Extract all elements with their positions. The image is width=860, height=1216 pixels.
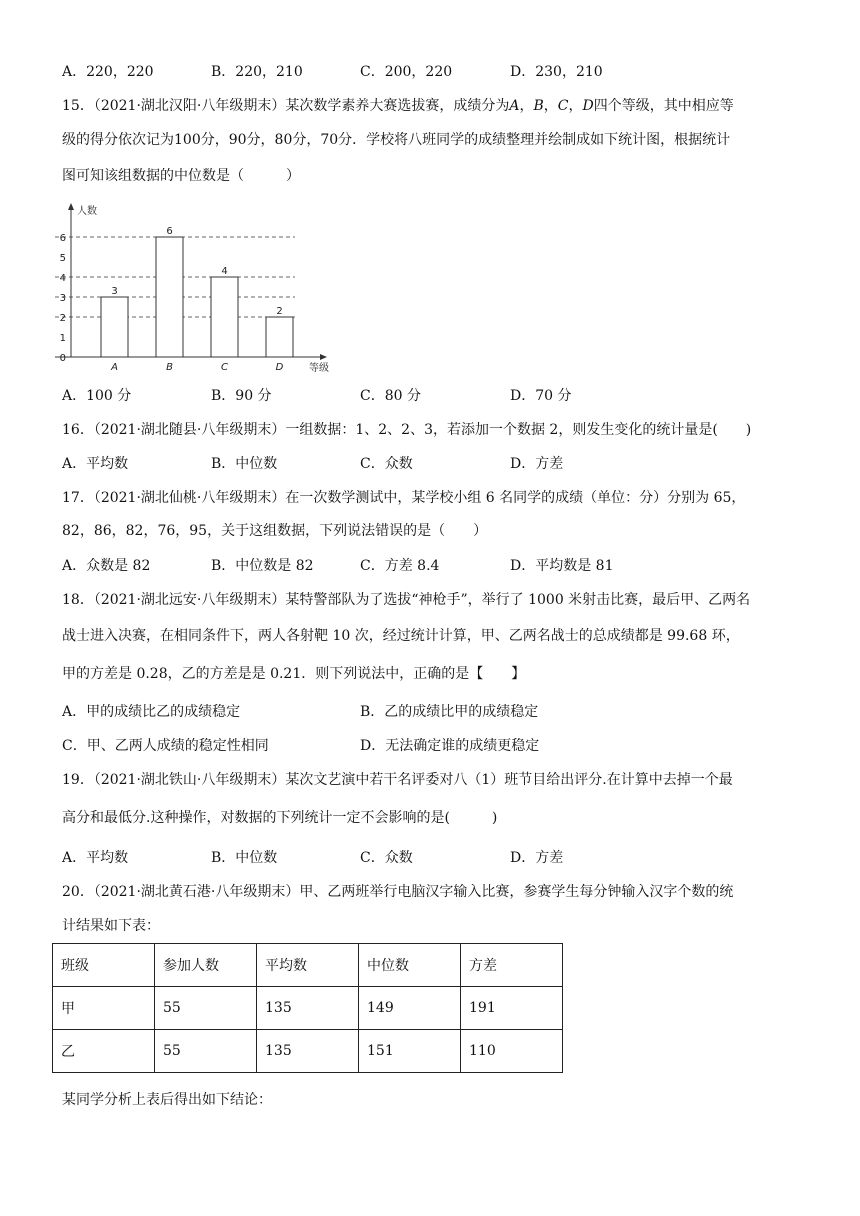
q17-line-2: 82，86，82，76，95，关于这组数据，下列说法错误的是（ ） <box>62 523 488 539</box>
q15-option-b: B．90 分 <box>211 388 272 404</box>
q18-option-b: B．乙的成绩比甲的成绩稳定 <box>360 704 539 720</box>
table-cell: 55 <box>155 1030 257 1073</box>
q18-option-d: D．无法确定谁的成绩更稳定 <box>360 738 540 754</box>
table-row <box>53 1030 563 1073</box>
x-category-label: C <box>221 362 228 373</box>
y-tick-label: 5 <box>59 253 66 264</box>
table-header-cell: 班级 <box>53 944 155 987</box>
table-header-cell: 平均数 <box>257 944 359 987</box>
score-table <box>52 943 563 1073</box>
bar <box>101 297 128 357</box>
q15-line-2: 级的得分依次记为100分，90分，80分，70分．学校将八班同学的成绩整理并绘制成如下统计图，根据统计 <box>62 132 731 148</box>
q15-line-3: 图可知该组数据的中位数是（ ） <box>62 168 300 184</box>
y-tick-label: 6 <box>59 233 66 244</box>
q15-stem-tail: 四个等级，其中相应等 <box>593 98 734 114</box>
q16-option-a: A．平均数 <box>62 456 129 472</box>
table-cell: 135 <box>257 1030 359 1073</box>
q19-option-d: D．方差 <box>510 850 564 866</box>
bar <box>156 237 183 357</box>
q15-option-d: D．70 分 <box>510 388 572 404</box>
x-category-label: D <box>275 362 284 373</box>
q20-line-2: 计结果如下表： <box>62 918 160 934</box>
y-axis-title: 人数 <box>77 206 97 217</box>
q17-option-b: B．中位数是 82 <box>211 558 314 574</box>
bar-data-label: 2 <box>276 306 283 317</box>
grade-b-inline: B <box>533 98 544 114</box>
q16-stem: 16．（2021·湖北随县·八年级期末）一组数据：1、2、2、3，若添加一个数据 2，则发生变化的统计量是( ) <box>62 422 752 438</box>
q15-line-1: 15．（2021·湖北汉阳·八年级期末）某次数学素养大赛选拔赛，成绩分为A，B，C，D四个等级，其中相应等 <box>62 98 734 114</box>
y-tick-label: 3 <box>59 293 66 304</box>
q14-option-c: C．200，220 <box>360 64 453 80</box>
q20-after-table: 某同学分析上表后得出如下结论： <box>62 1092 272 1108</box>
x-axis-arrow <box>320 354 327 360</box>
y-axis-arrow <box>68 203 74 210</box>
q15-option-c: C．80 分 <box>360 388 421 404</box>
q16-option-c: C．众数 <box>360 456 413 472</box>
table-cell: 149 <box>359 987 461 1030</box>
table-header-cell: 参加人数 <box>155 944 257 987</box>
q19-option-b: B．中位数 <box>211 850 278 866</box>
x-axis-title: 等级 <box>309 363 329 374</box>
table-header-cell: 方差 <box>461 944 563 987</box>
table-cell: 135 <box>257 987 359 1030</box>
y-tick-label: 4 <box>59 273 66 284</box>
q19-option-c: C．众数 <box>360 850 413 866</box>
q19-option-a: A．平均数 <box>62 850 129 866</box>
q18-line-2: 战士进入决赛，在相同条件下，两人各射靶 10 次，经过统计计算，甲、乙两名战士的总成绩都是 99.68 环， <box>62 628 740 644</box>
bar-data-label: 4 <box>221 266 228 277</box>
q14-option-b: B．220，210 <box>211 64 303 80</box>
x-category-label: A <box>111 362 118 373</box>
y-tick-label: 1 <box>59 333 66 344</box>
grade-c-inline: C <box>557 98 569 114</box>
q19-line-2: 高分和最低分.这种操作，对数据的下列统计一定不会影响的是( ) <box>62 810 498 826</box>
q17-option-d: D．平均数是 81 <box>510 558 614 574</box>
bar <box>266 317 293 357</box>
bar-data-label: 3 <box>111 286 118 297</box>
y-tick-label: 2 <box>59 313 66 324</box>
q14-option-d: D．230，210 <box>510 64 603 80</box>
q16-option-b: B．中位数 <box>211 456 278 472</box>
bar <box>211 277 238 357</box>
q15-option-a: A．100 分 <box>62 388 132 404</box>
table-cell: 乙 <box>53 1030 155 1073</box>
table-cell: 55 <box>155 987 257 1030</box>
q17-option-a: A．众数是 82 <box>62 558 151 574</box>
table-cell: 191 <box>461 987 563 1030</box>
x-category-label: B <box>166 362 173 373</box>
q17-option-c: C．方差 8.4 <box>360 558 440 574</box>
table-cell: 甲 <box>53 987 155 1030</box>
table-header-cell: 中位数 <box>359 944 461 987</box>
q18-option-a: A．甲的成绩比乙的成绩稳定 <box>62 704 241 720</box>
grade-bar-chart <box>55 200 345 380</box>
q17-line-1: 17．（2021·湖北仙桃·八年级期末）在一次数学测试中，某学校小组 6 名同学的成绩（单位：分）分别为 65， <box>62 490 746 506</box>
q18-line-3: 甲的方差是 0.28，乙的方差是是 0.21．则下列说法中，正确的是【 】 <box>62 666 526 682</box>
q14-option-a: A．220，220 <box>62 64 154 80</box>
q15-stem-start: 15．（2021·湖北汉阳·八年级期末）某次数学素养大赛选拔赛，成绩分为 <box>62 98 510 114</box>
table-header-row <box>53 944 563 987</box>
q19-line-1: 19．（2021·湖北铁山·八年级期末）某次文艺演中若干名评委对八（1）班节目给出评分.在计算中去掉一个最 <box>62 772 733 788</box>
q20-line-1: 20．（2021·湖北黄石港·八年级期末）甲、乙两班举行电脑汉字输入比赛，参赛学生每分钟输入汉字个数的统 <box>62 884 734 900</box>
grade-d-inline: D <box>582 98 594 114</box>
q16-option-d: D．方差 <box>510 456 564 472</box>
q18-option-c: C．甲、乙两人成绩的稳定性相同 <box>62 738 269 754</box>
table-row <box>53 987 563 1030</box>
bar-data-label: 6 <box>166 226 173 237</box>
grade-a-inline: A <box>509 98 520 114</box>
q18-line-1: 18．（2021·湖北远安·八年级期末）某特警部队为了选拔“神枪手”，举行了 1000 米射击比赛，最后甲、乙两名 <box>62 592 751 608</box>
table-cell: 110 <box>461 1030 563 1073</box>
y-tick-label: 0 <box>59 353 66 364</box>
table-cell: 151 <box>359 1030 461 1073</box>
